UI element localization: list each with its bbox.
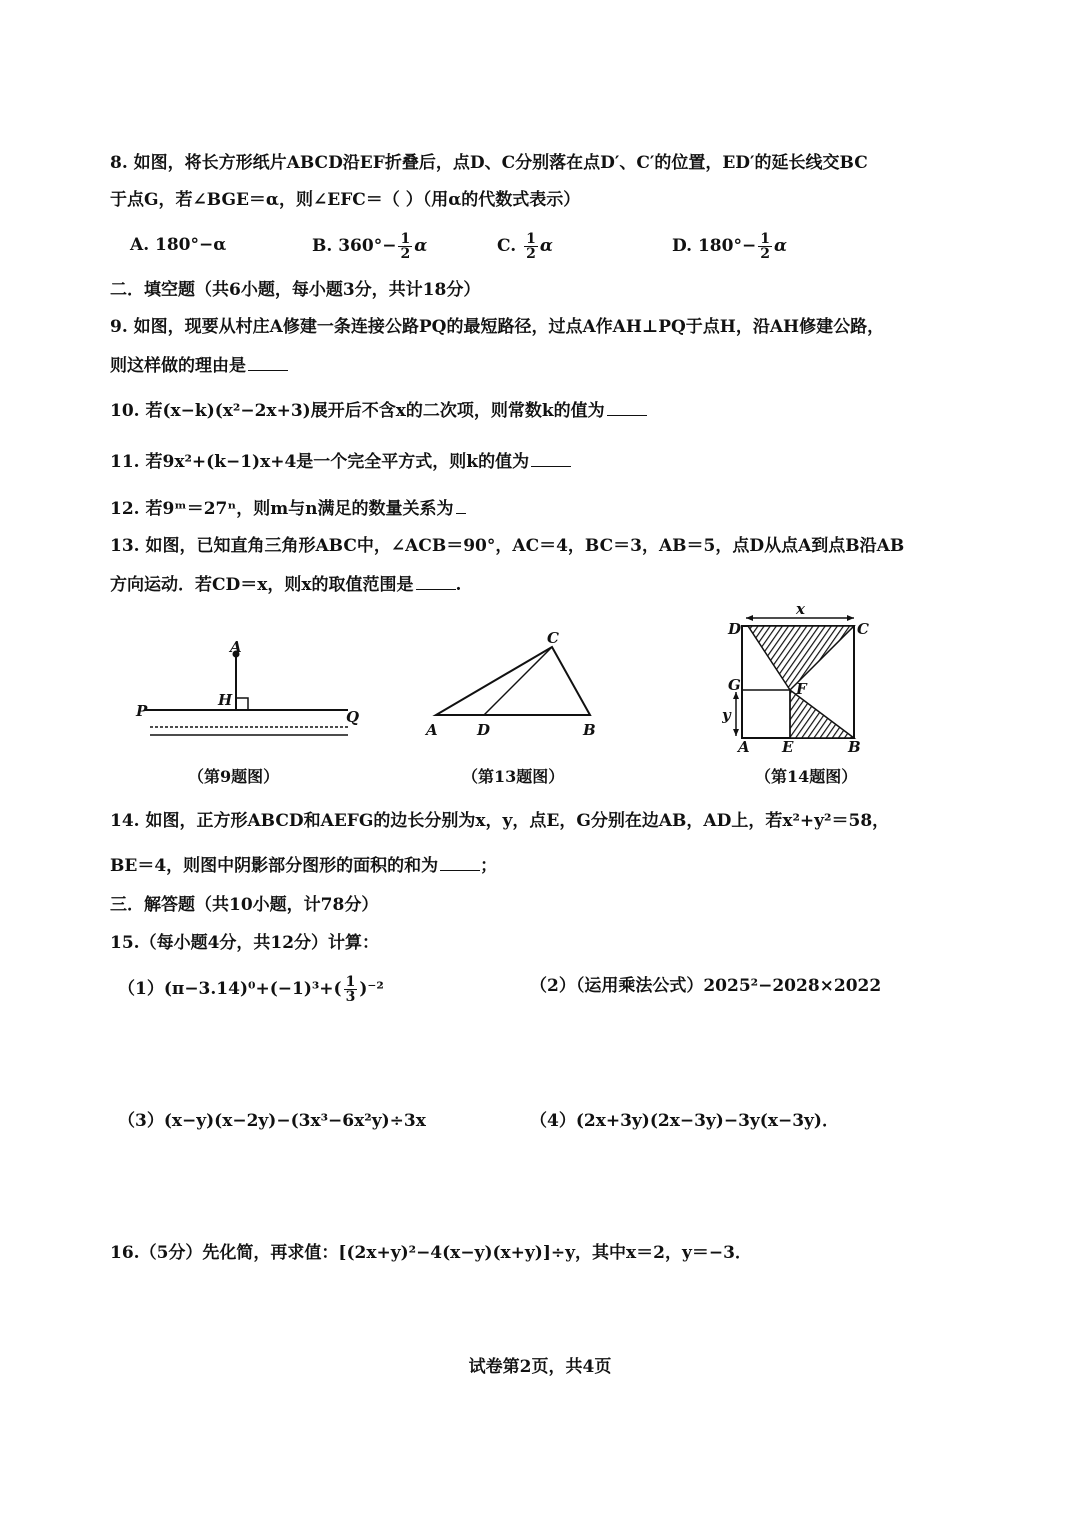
q14-answer-blank	[440, 854, 480, 871]
figure-13	[420, 625, 620, 745]
fig14-label-d: D	[728, 620, 742, 638]
fig9-label-h: H	[218, 691, 233, 709]
q8-option-b	[312, 232, 427, 261]
fig14-label-f: F	[796, 680, 807, 698]
fig14-label-c: C	[857, 620, 869, 638]
q13-line1: 13. 如图，已知直角三角形ABC中，∠ACB＝90°，AC＝4，BC＝3，AB＝5，点D从点A到点B沿AB	[110, 536, 905, 556]
q9-line2	[110, 353, 288, 379]
q15-title: 15.（每小题4分，共12分）计算：	[110, 933, 380, 953]
q15-part2: （2）（运用乘法公式）2025²−2028×2022	[530, 976, 882, 996]
q10	[110, 398, 647, 424]
section2-title: 二．填空题（共6小题，每小题3分，共计18分）	[110, 280, 481, 300]
q10-text: 10. 若(x−k)(x²−2x+3)展开后不含x的二次项，则常数k的值为	[110, 401, 605, 421]
fig14-label-b: B	[848, 738, 861, 754]
q8-option-c	[497, 232, 553, 261]
fraction-denominator: 2	[760, 246, 770, 262]
fraction-denominator: 2	[400, 246, 411, 262]
q11-text: 11. 若9x²+(k−1)x+4是一个完全平方式，则k的值为	[110, 452, 530, 472]
section3-title: 三．解答题（共10小题，计78分）	[110, 895, 379, 915]
q15-part1-suffix: )⁻²	[359, 979, 384, 999]
q8-line2: 于点G，若∠BGE＝α，则∠EFC＝（ ）（用α的代数式表示）	[110, 190, 581, 210]
fig13-label-a: A	[426, 721, 438, 739]
fig9-caption: （第9题图）	[188, 767, 280, 786]
fig9-label-q: Q	[346, 708, 360, 726]
fig14-caption: （第14题图）	[755, 767, 858, 786]
q9-answer-blank	[248, 354, 288, 371]
fig13-label-c: C	[547, 629, 559, 647]
q8-option-d	[672, 232, 787, 261]
q14-line2-text: BE＝4，则图中阴影部分图形的面积的和为	[110, 856, 439, 876]
fig9-label-p: P	[136, 702, 148, 720]
q9-line2-text: 则这样做的理由是	[110, 356, 246, 376]
alpha-symbol: α	[414, 236, 428, 256]
q16: 16.（5分）先化简，再求值：[(2x+y)²−4(x−y)(x+y)]÷y，其中x＝2，y＝−3．	[110, 1243, 752, 1263]
fig13-label-d: D	[477, 721, 491, 739]
q8-line1: 8. 如图，将长方形纸片ABCD沿EF折叠后，点D、C分别落在点D′、C′的位置，ED′的延长线交BC	[110, 153, 868, 173]
fig14-label-g: G	[728, 676, 741, 694]
fig14-label-x: x	[796, 600, 805, 618]
q15-part4: （4）(2x+3y)(2x−3y)−3y(x−3y)．	[530, 1111, 839, 1131]
fraction-numerator: 1	[526, 231, 536, 247]
figure-14	[722, 598, 882, 754]
q13-line2-text: 方向运动．若CD＝x，则x的取值范围是	[110, 575, 414, 595]
q15-part3: （3）(x−y)(x−2y)−(3x³−6x²y)÷3x	[118, 1111, 426, 1131]
q11-answer-blank	[531, 450, 571, 467]
q8-option-d-prefix: D. 180°−	[672, 236, 757, 256]
fraction-numerator: 1	[400, 231, 411, 247]
fig13-label-b: B	[583, 721, 596, 739]
q9-line1: 9. 如图，现要从村庄A修建一条连接公路PQ的最短路径，过点A作AH⊥PQ于点H，沿AH修建公路，	[110, 317, 885, 337]
q12	[110, 496, 466, 522]
fig13-caption: （第13题图）	[462, 767, 565, 786]
q11	[110, 449, 571, 475]
q8-option-d-fraction	[758, 232, 772, 261]
q14-line1: 14. 如图，正方形ABCD和AEFG的边长分别为x，y，点E，G分别在边AB，AD上，若x²+y²＝58，	[110, 811, 890, 831]
fig9-label-a: A	[230, 638, 242, 656]
fraction-numerator: 1	[345, 974, 356, 990]
q8-option-c-prefix: C.	[497, 236, 517, 256]
q8-option-c-fraction	[524, 232, 538, 261]
q15-part1-prefix: （1）(π−3.14)⁰+(−1)³+(	[118, 979, 342, 999]
q15-part1-fraction	[344, 975, 358, 1004]
fraction-numerator: 1	[760, 231, 770, 247]
q12-answer-blank	[456, 497, 466, 514]
fraction-denominator: 3	[345, 989, 356, 1005]
fig14-label-a: A	[738, 738, 750, 754]
q14-line2: BE＝4，则图中阴影部分图形的面积的和为 ；	[110, 856, 498, 876]
q8-option-b-fraction	[398, 232, 412, 261]
q13-line2: 方向运动．若CD＝x，则x的取值范围是 .	[110, 575, 462, 595]
q8-option-b-prefix: B. 360°−	[312, 236, 397, 256]
q15-part1	[118, 975, 384, 1004]
q12-text: 12. 若9ᵐ＝27ⁿ，则m与n满足的数量关系为	[110, 499, 454, 519]
alpha-symbol: α	[773, 236, 788, 256]
fig14-label-e: E	[782, 738, 794, 754]
alpha-symbol: α	[539, 236, 553, 256]
fig14-label-y: y	[722, 706, 731, 724]
q8-option-a: A. 180°−α	[130, 235, 227, 255]
fraction-denominator: 2	[526, 246, 536, 262]
page-footer: 试卷第2页，共4页	[468, 1357, 612, 1377]
q13-answer-blank	[416, 573, 456, 590]
q10-answer-blank	[607, 399, 647, 416]
figure-9	[130, 630, 370, 750]
